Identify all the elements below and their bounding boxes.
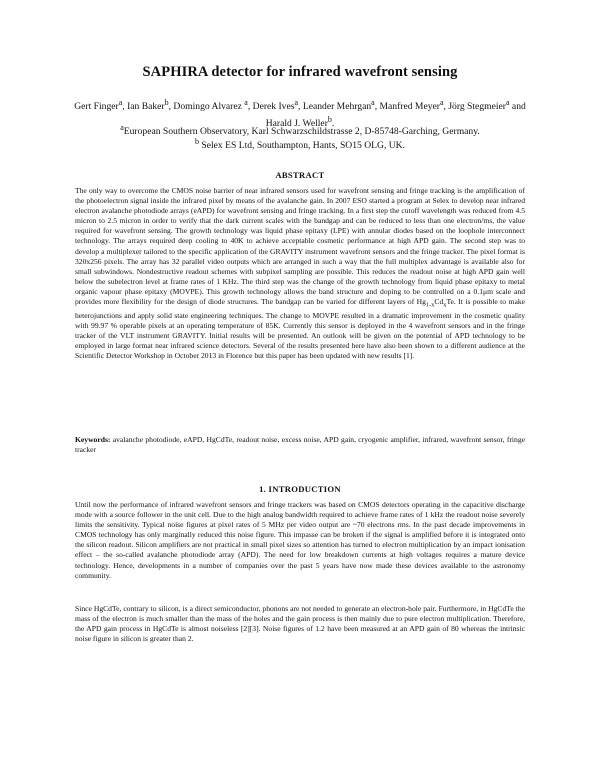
affiliation-marker: a: [120, 123, 124, 132]
keywords: [75, 435, 525, 455]
introduction-heading: 1. INTRODUCTION: [259, 484, 341, 494]
keywords-label: Keywords:: [75, 435, 111, 444]
intro-paragraph-1: Until now the performance of infrared wavefront sensors and fringe trackers was based on CMOS detectors operating in the capacitive discharge mode with a source follower in the unit cell. Due to the high analog bandwidth required to achieve frame rates of 1 kHz the readout noise severely limits the sensitivity. Typical noise figures at pixel rates of 5 MHz per video output are ~70 electrons rms. In the past decade improvements in CMOS technology has only marginally reduced this noise figure. This impasse can be broken if the signal is amplified before it is integrated onto the silicon readout. Silicon amplifiers are not practical in small pixel sizes so attention has turned to electron multiplication by an impact ionisation effect – the so-called avalanche photodiode array (APD). The need for low breakdown currents at high voltages requires a mature device technology. Hence, developments in a number of companies over the past 5 years have now made these devices available to the astronomy community.: [75, 500, 525, 580]
affiliation-marker: b: [195, 137, 199, 146]
intro-paragraph-2: Since HgCdTe, contrary to silicon, is a direct semiconductor, phonons are not needed to generate an electron-hole pair. Furthermore, in HgCdTe the mass of the electron is much smaller than the mass of the holes and the gain process is then mainly due to pure electron multiplication. Therefore, the APD gain process in HgCdTe is almost noiseless [2][3]. Noise figures of 1.2 have been measured at an APD gain of 80 whereas the intrinsic noise figure in silicon is greater than 2.: [75, 604, 525, 644]
abstract-text: The only way to overcome the CMOS noise barrier of near infrared sensors used for wavefront sensing and fringe tracking is the amplification of the photoelectron signal inside the infrared pixel by means of the avalanche gain. In 2007 ESO started a program at Selex to develop near infrared electron avalanche photodiode arrays (eAPD) for wavefront sensing and fringe tracking. In a first step the cutoff wavelength was reduced from 4.5 micron to 2.5 micron in order to verify that the dark current scales with the bandgap and can be reduced to less than one electron/ms, the value required for wavefront sensing. The growth technology was liquid phase epitaxy (LPE) with annular diodes based on the loophole interconnect technology. The arrays required deep cooling to 40K to achieve acceptable cosmetic performance at high APD gain. The second step was to develop a multiplexer tailored to the specific application of the GRAVITY instrument wavefront sensors and the fringe tracker. The pixel format is 320x256 pixels. The array has 32 parallel video outputs which are arranged in such a way that the full multiplex advantage is available also for small subwindows. Nondestructive readout schemes with subpixel sampling are possible. This reduces the readout noise at high APD gain well below the subelectron level at frame rates of 1 KHz. The third step was the change of the growth technology from liquid phase epitaxy to metal organic vapour phase epitaxy (MOVPE). This growth technology allows the band structure and doping to be controlled on a 0.1μm scale and provides more flexibility for the design of diode structures. The bandgap can be varied for different layers of $Hg_{1-x}Cd_xTe$. It is possible to make heterojunctions and apply solid state engineering techniques. The change to MOVPE resulted in a dramatic improvement in the cosmetic quality with 99.97 % operable pixels at an operating temperature of 85K. Currently this sensor is deployed in the 4 wavefront sensors and in the fringe tracker of the VLT instrument GRAVITY. Initial results will be presented. An outlook will be given on the potential of APD technology to be employed in large format near infrared science detectors. Several of the results presented here have also been shown to a different audience at the Scientific Detector Workshop in October 2013 in Florence but this paper has been updated with new results [1].: [75, 186, 525, 361]
abstract-heading: ABSTRACT: [275, 170, 325, 180]
keywords-text: avalanche photodiode, eAPD, HgCdTe, readout noise, excess noise, APD gain, cryogenic amplifier, infrared, wavefront sensor, fringe tracker: [75, 435, 525, 455]
paper-title: SAPHIRA detector for infrared wavefront sensing: [142, 64, 458, 80]
affiliation-text: Selex ES Ltd, Southampton, Hants, SO15 OLG, UK.: [199, 140, 405, 152]
affiliation-text: European Southern Observatory, Karl Schwarzschildstrasse 2, D-85748-Garching, Germany.: [123, 126, 480, 138]
author-list: Gert Finger$^a$, Ian Baker$^b$, Domingo Alvarez $^a$, Derek Ives$^a$, Leander Mehrgan$^a$, Manfred Meyer$^a$, Jörg Stegmeier$^a$ and Harald J. Weller$^b$.: [74, 98, 526, 130]
affiliation-selex: [60, 135, 540, 152]
